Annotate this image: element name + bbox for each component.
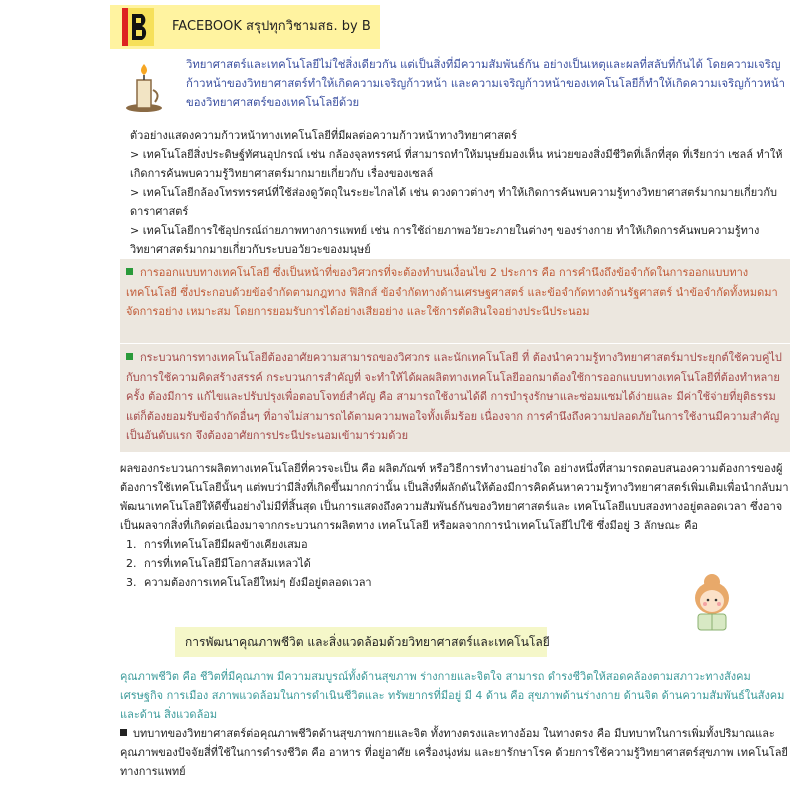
square-bullet-icon bbox=[126, 353, 133, 360]
example-item: > เทคโนโลยีกล้องโทรทรรศน์ที่ใช้ส่องดูวัตถุในระยะไกลได้ เช่น ดวงดาวต่างๆ ทำให้เกิดการค้นพบความรู้ทางวิทยาศาสตร์มากมายเกี่ยวกับดาราศาสตร์ bbox=[130, 186, 777, 218]
girl-reading-icon bbox=[684, 570, 740, 634]
role-paragraph bbox=[120, 724, 790, 781]
process-callout-text: กระบวนการทางเทคโนโลยีต้องอาศัยความสามารถของวิศวกร และนักเทคโนโลยี ที่ ต้องนำความรู้ทางวิทยาศาสตร์มาประยุกต์ใช้ควบคู่ไปกับการใช้ความคิดสร้างสรรค์ กระบวนการสำคัญที่ จะทำให้ได้ผลผลิตทางเทคโนโลยีออกมาต้องใช้การออกแบบทางเทคโนโลยีที่ต้องทำหลายครั้ง ต้องมีการ แก้ไขและปรับปรุงเพื่อตอบโจทย์สำคัญ คือ สามารถใช้งานได้ดี การบำรุงรักษาและซ่อมแซมได้ง่ายและ มีค่าใช้จ่ายที่ยุติธรรม แต่ก็ต้องยอมรับข้อจำกัดอื่นๆ ที่อาจไม่สามารถได้ตามความพอใจทั้งเต็มร้อย เนื่องจาก การคำนึงถึงความปลอดภัยในการใช้งานมีความสำคัญเป็นอันดับแรก จึงต้องอาศัยการประนีประนอมเข้ามาร่วมด้วย bbox=[126, 351, 782, 442]
b-logo-icon bbox=[118, 6, 160, 48]
results-paragraph: ผลของกระบวนการผลิตทางเทคโนโลยีที่ควรจะเป็น คือ ผลิตภัณฑ์ หรือวิธีการทำงานอย่างใด อย่างหนึ่งที่สามารถตอบสนองความต้องการของผู้ต้องการใช้เทคโนโลยีนั้นๆ แต่พบว่ามีสิ่งที่เกิดขึ้นมากกว่านั้น เป็นสิ่งที่ผลักดันให้ต้องมีการคิดค้นหาความรู้ทางวิทยาศาสตร์เพิ่มเติมเพื่อนำกลับมาพัฒนาเทคโนโลยีให้ดีขึ้นอย่างไม่มีที่สิ้นสุด เป็นการแสดงถึงความสัมพันธ์กันของวิทยาศาสตร์และ เทคโนโลยีแบบสองทางอยู่ตลอดเวลา ซึ่งอาจเป็นผลจากสิ่งที่เกิดต่อเนื่องมาจากกระบวนการผลิตทาง เทคโนโลยี หรือผลจากการนำเทคโนโลยีไปใช้ ซึ่งมีอยู่ 3 ลักษณะ คือ bbox=[120, 462, 789, 532]
example-item: > เทคโนโลยีสิ่งประดิษฐ์ทัศนอุปกรณ์ เช่น กล้องจุลทรรศน์ ที่สามารถทำให้มนุษย์มองเห็น หน่วยของสิ่งมีชีวิตที่เล็กที่สุด ที่เรียกว่า เซลล์ ทำให้เกิดการค้นพบความรู้วิทยาศาสตร์มากมายเกี่ยวกับ เรื่องของเซลล์ bbox=[130, 148, 783, 180]
examples-heading: ตัวอย่างแสดงความก้าวหน้าทางเทคโนโลยีที่มีผลต่อความก้าวหน้าทางวิทยาศาสตร์ bbox=[130, 129, 517, 142]
section-banner-title: การพัฒนาคุณภาพชีวิต และสิ่งแวดล้อมด้วยวิทยาศาสตร์และเทคโนโลยี bbox=[185, 635, 550, 649]
design-callout-text: การออกแบบทางเทคโนโลยี ซึ่งเป็นหน้าที่ของวิศวกรที่จะต้องทำบนเงื่อนไข 2 ประการ คือ การคำนึงถึงข้อจำกัดในการออกแบบทางเทคโนโลยี ซึ่งประกอบด้วยข้อจำกัดตามกฎทาง ฟิสิกส์ ข้อจำกัดทางด้านเศรษฐศาสตร์ และข้อจำกัดทางด้านรัฐศาสตร์ นำข้อจำกัดทั้งหมดมาจัดการอย่าง เหมาะสม โดยการยอมรับการได้อย่างเสียอย่าง และใช้การตัดสินใจอย่างประนีประนอม bbox=[126, 266, 778, 318]
candle-icon bbox=[123, 62, 165, 114]
square-bullet-icon bbox=[126, 268, 133, 275]
list-item: 2. การที่เทคโนโลยีมีโอกาสล้มเหลวได้ bbox=[140, 554, 790, 573]
examples-section bbox=[130, 126, 790, 259]
page-title: FACEBOOK สรุปทุกวิชามสธ. by B bbox=[172, 19, 371, 34]
design-callout bbox=[120, 259, 790, 343]
example-item: > เทคโนโลยีการใช้อุปกรณ์ถ่ายภาพทางการแพทย์ เช่น การใช้ถ่ายภาพอวัยวะภายในต่างๆ ของร่างกาย ทำให้เกิดการค้นพบความรู้ทางวิทยาศาสตร์มากมายเกี่ยวกับระบบอวัยวะของมนุษย์ bbox=[130, 224, 760, 256]
role-paragraph-text: บทบาทของวิทยาศาสตร์ต่อคุณภาพชีวิตด้านสุขภาพกายและจิต ทั้งทางตรงและทางอ้อม ในทางตรง คือ มีบทบาทในการเพิ่มทั้งปริมาณและคุณภาพของปัจจัยสี่ที่ใช้ในการดำรงชีวิต คือ อาหาร ที่อยู่อาศัย เครื่องนุ่งห่ม และยารักษาโรค ด้วยการใช้ความรู้วิทยาศาสตร์สุขภาพ เทคโนโลยีทางการแพทย์ bbox=[120, 727, 788, 778]
square-bullet-icon bbox=[120, 729, 127, 736]
process-callout bbox=[120, 344, 790, 452]
list-item: 3. ความต้องการเทคโนโลยีใหม่ๆ ยังมีอยู่ตลอดเวลา bbox=[140, 573, 790, 592]
list-item: 1. การที่เทคโนโลยีมีผลข้างเคียงเสมอ bbox=[140, 535, 790, 554]
intro-paragraph: วิทยาศาสตร์และเทคโนโลยีไม่ใช่สิ่งเดียวกัน แต่เป็นสิ่งที่มีความสัมพันธ์กัน อย่างเป็นเหตุและผลที่สลับที่กันได้ โดยความเจริญก้าวหน้าของวิทยาศาสตร์ทำให้เกิดความเจริญก้าวหน้า และความเจริญก้าวหน้าของเทคโนโลยีก็ทำให้เกิดความเจริญก้าวหน้าของวิทยาศาสตร์ของเทคโนโลยีด้วย bbox=[186, 58, 785, 109]
quality-of-life-paragraph: คุณภาพชีวิต คือ ชีวิตที่มีคุณภาพ มีความสมบูรณ์ทั้งด้านสุขภาพ ร่างกายและจิตใจ สามารถ ดำรงชีวิตให้สอดคล้องตามสภาวะทางสังคม เศรษฐกิจ การเมือง สภาพแวดล้อมในการดำเนินชีวิตและ ทรัพยากรที่มีอยู่ มี 4 ด้าน คือ สุขภาพด้านร่างกาย ด้านจิต ด้านความสัมพันธ์ในสังคม และด้าน สิ่งแวดล้อม bbox=[120, 670, 785, 721]
